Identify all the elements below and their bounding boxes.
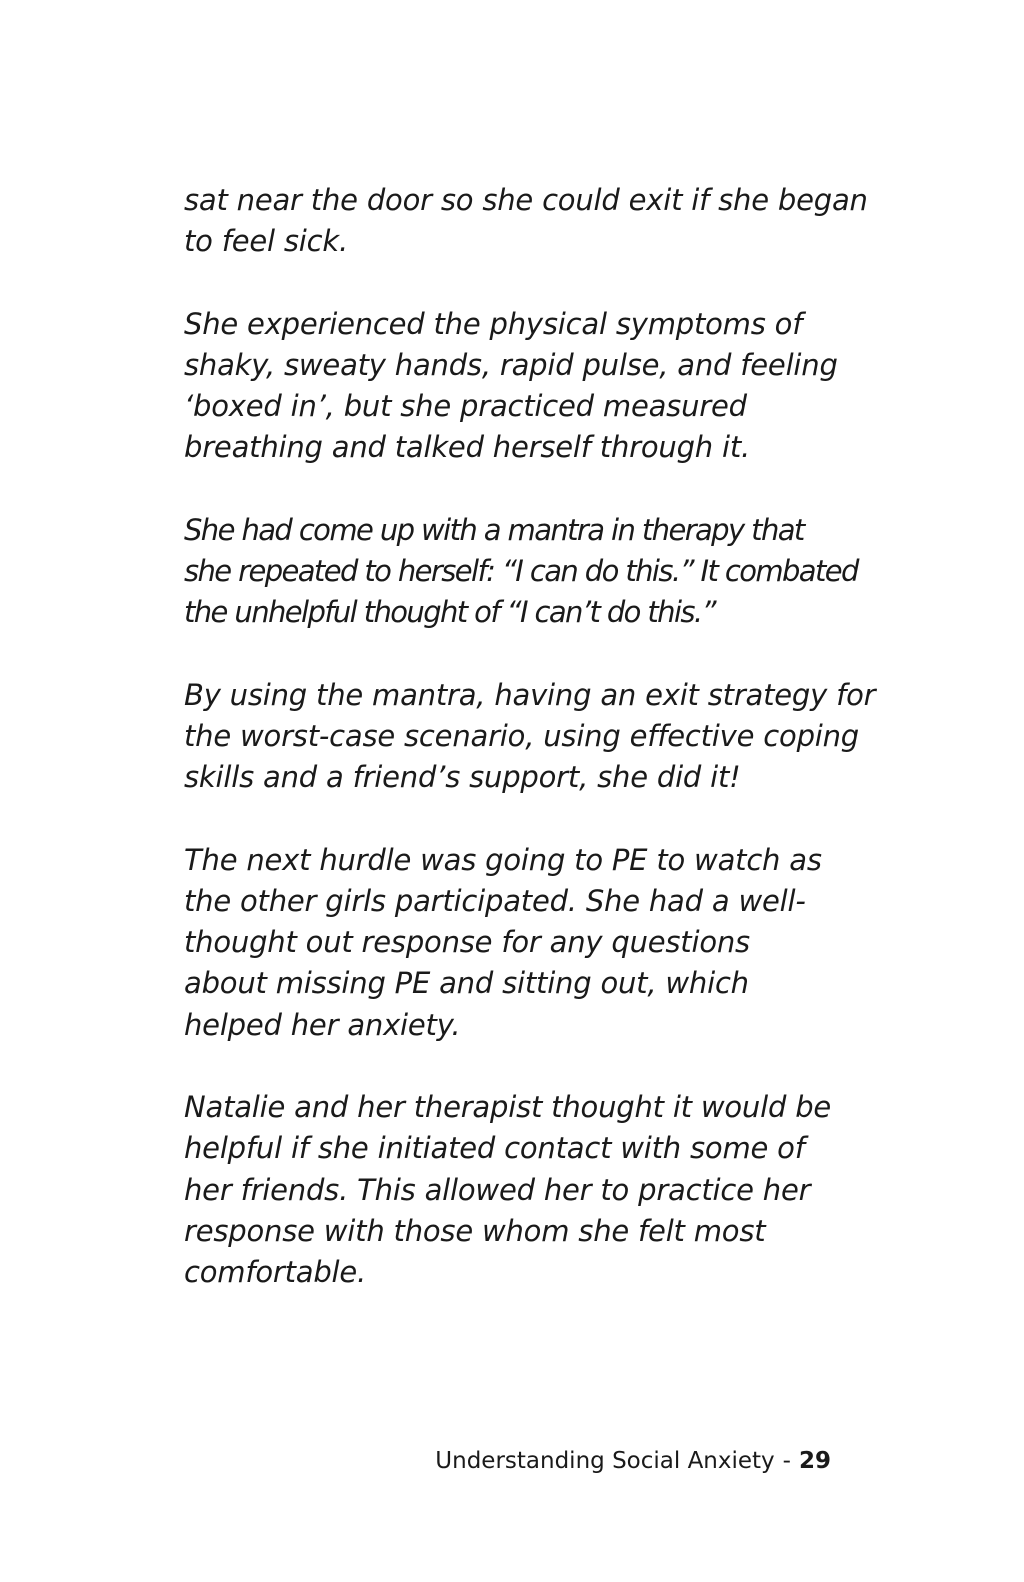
text-line: about missing PE and sitting out, which xyxy=(184,966,749,1001)
text-line: helpful if she initiated contact with some of xyxy=(184,1131,805,1166)
text-line: sat near the door so she could exit if she began xyxy=(184,183,868,217)
text-line: to feel sick. xyxy=(184,224,349,259)
text-line: she repeated to herself: “I can do this.” It combated xyxy=(184,554,858,589)
running-title: Understanding Social Anxiety xyxy=(435,1448,775,1474)
body-text xyxy=(184,180,876,1294)
text-line: breathing and talked herself through it. xyxy=(184,430,751,465)
text-line: By using the mantra, having an exit strategy for xyxy=(184,677,876,712)
page-number: 29 xyxy=(798,1448,831,1474)
paragraph xyxy=(184,675,876,799)
text-line: the worst-case scenario, using effective coping xyxy=(184,718,860,753)
footer-separator: - xyxy=(782,1448,791,1474)
text-line: the other girls participated. She had a well- xyxy=(184,883,806,918)
text-line: skills and a friend’s support, she did it! xyxy=(184,760,741,795)
paragraph xyxy=(184,840,839,1046)
text-line: her friends. This allowed her to practice her xyxy=(184,1172,811,1207)
text-line: She experienced the physical symptoms of xyxy=(184,306,803,341)
text-line: Natalie and her therapist thought it would be xyxy=(184,1090,832,1125)
text-line: The next hurdle was going to PE to watch as xyxy=(184,842,822,877)
text-line: shaky, sweaty hands, rapid pulse, and feeling xyxy=(184,347,838,382)
text-line: the unhelpful thought of “I can’t do this.” xyxy=(184,595,715,630)
paragraph xyxy=(184,304,839,469)
text-line: helped her anxiety. xyxy=(184,1007,461,1042)
paragraph xyxy=(184,1087,839,1293)
text-line: response with those whom she felt most xyxy=(184,1213,766,1248)
text-line: She had come up with a mantra in therapy that xyxy=(184,512,804,547)
text-line: ‘boxed in’, but she practiced measured xyxy=(184,389,747,424)
paragraph xyxy=(184,510,858,634)
text-line: thought out response for any questions xyxy=(184,925,750,960)
text-line: comfortable. xyxy=(184,1255,367,1290)
page-footer xyxy=(435,1444,831,1478)
paragraph xyxy=(184,180,868,263)
